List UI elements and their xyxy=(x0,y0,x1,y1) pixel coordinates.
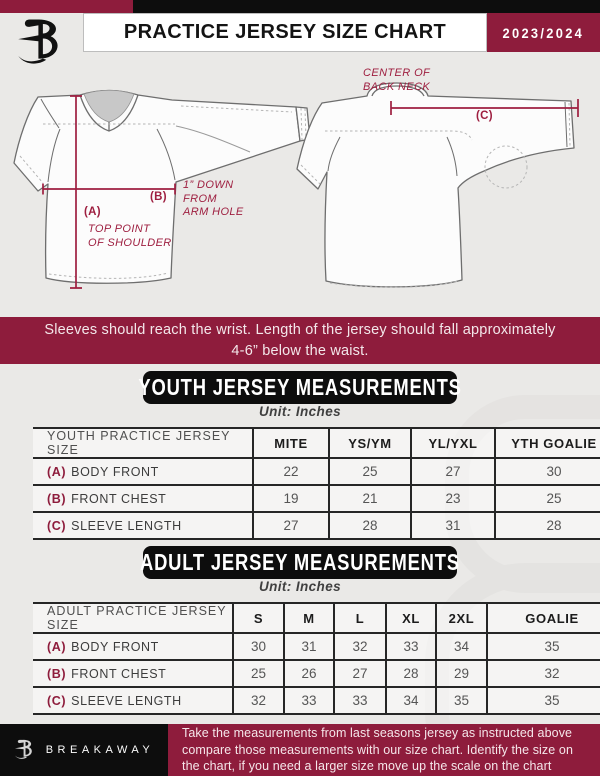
measurement-value-cell: 31 xyxy=(284,633,334,660)
youth-size-table xyxy=(33,427,600,540)
measurement-value-cell: 25 xyxy=(233,660,284,687)
table-row xyxy=(33,687,600,714)
measurement-value-cell: 32 xyxy=(334,633,386,660)
youth-unit-label: Unit: Inches xyxy=(258,404,342,419)
youth-section-badge: YOUTH JERSEY MEASUREMENTS xyxy=(143,371,457,404)
measurement-label-cell: (C) SLEEVE LENGTH xyxy=(33,512,253,539)
measurement-value-cell: 28 xyxy=(495,512,600,539)
season-label: 2023/2024 xyxy=(502,24,585,41)
measurement-value-cell: 28 xyxy=(386,660,436,687)
measurement-value-cell: 28 xyxy=(329,512,411,539)
measurement-value-cell: 33 xyxy=(386,633,436,660)
front-jersey xyxy=(14,90,310,283)
size-column-header: YL/YXL xyxy=(411,428,495,458)
title-box xyxy=(83,13,487,52)
table-title-cell: YOUTH PRACTICE JERSEY SIZE xyxy=(33,428,253,458)
footer-brand-block xyxy=(0,724,168,776)
measurement-value-cell: 29 xyxy=(436,660,487,687)
top-strip-black xyxy=(133,0,600,13)
measurement-value-cell: 26 xyxy=(284,660,334,687)
label-c: (C) xyxy=(476,110,493,122)
size-column-header: L xyxy=(334,603,386,633)
size-column-header: YS/YM xyxy=(329,428,411,458)
top-strip-maroon xyxy=(0,0,133,13)
measurement-value-cell: 25 xyxy=(329,458,411,485)
page-title: PRACTICE JERSEY SIZE CHART xyxy=(123,21,447,43)
fit-note-text: Sleeves should reach the wrist. Length of the jersey should fall approximately 4-6” below the waist. xyxy=(44,321,556,359)
measurement-value-cell: 32 xyxy=(233,687,284,714)
adult-size-table xyxy=(33,602,600,715)
measurement-value-cell: 32 xyxy=(487,660,600,687)
size-column-header: M xyxy=(284,603,334,633)
footer-brand-label: BREAKAWAY xyxy=(45,744,155,756)
jersey-diagram xyxy=(0,60,600,315)
measurement-value-cell: 27 xyxy=(334,660,386,687)
label-a-desc: TOP POINT OF SHOULDER xyxy=(88,223,172,249)
table-row xyxy=(33,633,600,660)
measurement-value-cell: 33 xyxy=(284,687,334,714)
measurement-value-cell: 19 xyxy=(253,485,329,512)
label-b-desc: 1” DOWN FROM ARM HOLE xyxy=(183,179,244,218)
adult-unit-label: Unit: Inches xyxy=(258,579,342,594)
measurement-value-cell: 35 xyxy=(436,687,487,714)
back-neck-note: CENTER OF BACK NECK xyxy=(363,67,431,93)
footer-note-block xyxy=(168,724,600,776)
measurement-label-cell: (A) BODY FRONT xyxy=(33,633,233,660)
breakaway-logo-footer-icon xyxy=(14,738,38,762)
measurement-value-cell: 33 xyxy=(334,687,386,714)
label-b: (B) xyxy=(150,191,167,203)
back-jersey xyxy=(297,83,574,287)
measurement-value-cell: 25 xyxy=(495,485,600,512)
measurement-value-cell: 22 xyxy=(253,458,329,485)
adult-section-badge: ADULT JERSEY MEASUREMENTS xyxy=(143,546,457,579)
size-column-header: GOALIE xyxy=(487,603,600,633)
table-row xyxy=(33,512,600,539)
table-row xyxy=(33,458,600,485)
season-badge xyxy=(487,13,600,52)
table-row xyxy=(33,485,600,512)
measurement-value-cell: 30 xyxy=(233,633,284,660)
front-jersey-outline xyxy=(14,91,300,284)
measurement-label-cell: (C) SLEEVE LENGTH xyxy=(33,687,233,714)
measurement-value-cell: 34 xyxy=(436,633,487,660)
measurement-value-cell: 31 xyxy=(411,512,495,539)
measurement-value-cell: 27 xyxy=(411,458,495,485)
measurement-label-cell: (B) FRONT CHEST xyxy=(33,660,233,687)
table-header-row xyxy=(33,603,600,633)
measurement-value-cell: 35 xyxy=(487,633,600,660)
measurement-value-cell: 21 xyxy=(329,485,411,512)
measurement-label-cell: (A) BODY FRONT xyxy=(33,458,253,485)
size-column-header: MITE xyxy=(253,428,329,458)
measurement-value-cell: 34 xyxy=(386,687,436,714)
size-column-header: XL xyxy=(386,603,436,633)
label-a: (A) xyxy=(84,206,101,218)
measurement-value-cell: 35 xyxy=(487,687,600,714)
table-title-cell: ADULT PRACTICE JERSEY SIZE xyxy=(33,603,233,633)
size-column-header: 2XL xyxy=(436,603,487,633)
size-column-header: S xyxy=(233,603,284,633)
fit-note-banner xyxy=(0,317,600,364)
footer-note-text: Take the measurements from last seasons jersey as instructed above compare those measurements with our size chart. Identify the size on the chart, if you need a larger size move up the scale on the chart xyxy=(182,726,574,774)
measurement-label-cell: (B) FRONT CHEST xyxy=(33,485,253,512)
table-row xyxy=(33,660,600,687)
measurement-value-cell: 30 xyxy=(495,458,600,485)
back-jersey-outline xyxy=(297,83,574,287)
measurement-value-cell: 23 xyxy=(411,485,495,512)
size-column-header: YTH GOALIE xyxy=(495,428,600,458)
measurement-value-cell: 27 xyxy=(253,512,329,539)
table-header-row xyxy=(33,428,600,458)
